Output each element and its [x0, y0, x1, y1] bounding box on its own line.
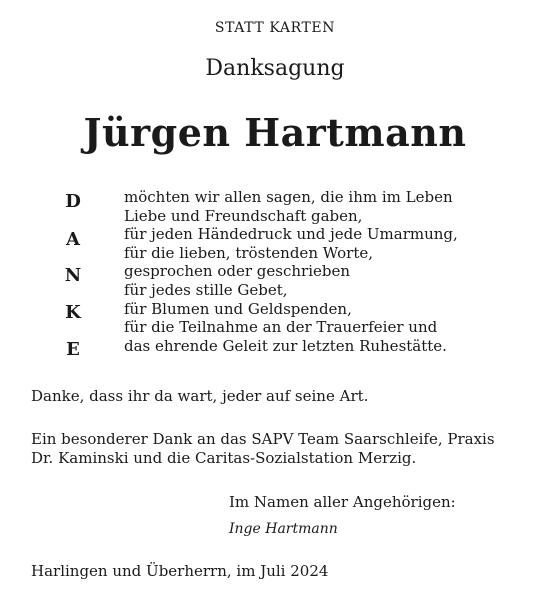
danke-letter: E — [66, 339, 80, 360]
thanks-paragraph: Danke, dass ihr da wart, jeder auf seine Art. — [31, 387, 369, 405]
danke-line: für die lieben, tröstenden Worte, — [124, 243, 374, 262]
danke-letter: A — [66, 229, 80, 250]
danke-line: für jeden Händedruck und jede Umarmung, — [124, 225, 458, 244]
danke-line: für jedes stille Gebet, — [124, 280, 288, 299]
danke-line: gesprochen oder geschrieben — [124, 262, 351, 281]
signature-label: Im Namen aller Angehörigen: — [229, 493, 456, 511]
deceased-name: Jürgen Hartmann — [83, 110, 467, 155]
danke-letter: D — [65, 191, 81, 212]
danke-letter: K — [65, 302, 81, 323]
danke-line: Liebe und Freundschaft gaben, — [124, 206, 363, 225]
danke-text — [124, 188, 544, 355]
danke-line: möchten wir allen sagen, die ihm im Leben — [124, 188, 453, 206]
danke-block — [58, 188, 528, 368]
notice-header: STATT KARTEN — [214, 20, 336, 36]
special-thanks-paragraph — [31, 430, 531, 468]
danke-line: für Blumen und Geldspenden, — [124, 299, 352, 318]
danke-letter: N — [64, 265, 82, 286]
place-and-date: Harlingen und Überherrn, im Juli 2024 — [31, 562, 329, 580]
special-thanks-line: Dr. Kaminski und die Caritas-Sozialstation Merzig. — [31, 449, 417, 467]
signature-name: Inge Hartmann — [229, 521, 338, 537]
danke-line: für die Teilnahme an der Trauerfeier und — [124, 318, 438, 337]
special-thanks-line: Ein besonderer Dank an das SAPV Team Saarschleife, Praxis — [31, 430, 495, 448]
danke-line: das ehrende Geleit zur letzten Ruhestätte. — [124, 336, 447, 355]
notice-subtitle: Danksagung — [205, 56, 345, 81]
